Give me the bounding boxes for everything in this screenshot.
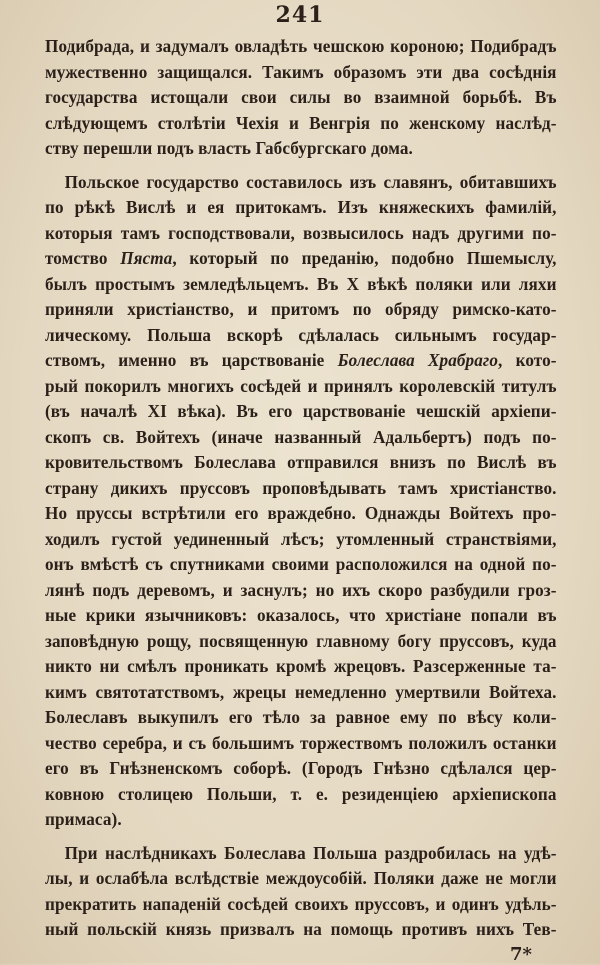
text-line: прекратить нападеній сосѣдей своихъ пруссовъ, и одинъ удѣль-	[45, 893, 557, 914]
text-line: страну дикихъ пруссовъ проповѣдывать тамъ христіанство.	[45, 477, 557, 498]
text-line: которыя тамъ господствовали, возвысилось надъ другими по-	[45, 222, 557, 243]
text-line: мужественно защищался. Такимъ образомъ эти два сосѣднія	[45, 61, 557, 82]
text-line: ству перешли подъ власть Габсбургскаго дома.	[45, 138, 413, 158]
text-line: (въ началѣ XI вѣка). Въ его царствованіе чешскій архіепи-	[45, 401, 557, 421]
text-line: приняли христіанство, и притомъ по обряду римско-като-	[45, 299, 557, 319]
text-line: Но пруссы встрѣтили его враждебно. Однажды Войтехъ про-	[45, 503, 557, 523]
page-number: 241	[275, 2, 325, 28]
page-body	[45, 34, 567, 943]
italic-name: Болеслава Храбраго	[337, 350, 499, 370]
text-line: ковною столицею Польши, т. е. резиденціею архіепископа	[45, 783, 557, 804]
paragraph-gap	[45, 162, 567, 170]
text-line: лы, и ослабѣла вслѣдствіе междоусобій. Поляки даже не могли	[45, 868, 557, 888]
text-line: ствомъ, именно въ царствованіе Болеслава Храбраго, кото-	[45, 350, 557, 370]
text-line: ный польскій князь призвалъ на помощь противъ нихъ Тев-	[45, 919, 557, 939]
text-line: чество серебра, и съ большимъ торжествомъ положилъ останки	[45, 732, 557, 753]
text-line: по рѣкѣ Вислѣ и ея притокамъ. Изъ княжескихъ фамилій,	[45, 197, 557, 217]
text-line: Болеславъ выкупилъ его тѣло за равное ему по вѣсу коли-	[45, 707, 557, 727]
paragraph	[45, 170, 567, 833]
paragraph	[45, 34, 567, 162]
text-line: томство Пяста, который по преданію, подобно Пшемыслу,	[45, 248, 557, 268]
text-line: государства истощали свои силы во взаимной борьбѣ. Въ	[45, 87, 557, 107]
text-line: Польское государство составилось изъ славянъ, обитавшихъ	[64, 171, 557, 192]
paragraph-gap	[45, 833, 567, 841]
text-line: При наслѣдникахъ Болеслава Польша раздробилась на удѣ-	[64, 842, 557, 863]
text-line: онъ вмѣстѣ съ спутниками своими расположился на одной по-	[45, 554, 557, 574]
paragraph	[45, 841, 567, 943]
text-line: кровительствомъ Болеслава отправился внизъ по Вислѣ въ	[45, 452, 557, 472]
text-line: ные крики язычниковъ: оказалось, что христіане попали въ	[45, 605, 557, 625]
italic-name: Пяста	[120, 248, 173, 268]
text-line: примаса).	[45, 809, 122, 829]
text-line: лянѣ подъ деревомъ, и заснулъ; но ихъ скоро разбудили гроз-	[45, 579, 557, 600]
text-line: заповѣдную рощу, посвященную главному богу пруссовъ, куда	[45, 630, 557, 651]
text-line: рый покорилъ многихъ сосѣдей и принялъ королевскій титулъ	[45, 375, 557, 396]
text-line: Подибрада, и задумалъ овладѣть чешскою короною; Подибрадъ	[45, 36, 557, 56]
signature-mark: 7*	[510, 944, 532, 965]
text-line: кимъ святотатствомъ, жрецы немедленно умертвили Войтеха.	[45, 681, 557, 702]
text-line: его въ Гнѣзненскомъ соборѣ. (Городъ Гнѣзно сдѣлался цер-	[45, 758, 557, 778]
text-line: скопъ св. Войтехъ (иначе названный Адальбертъ) подъ по-	[45, 426, 557, 447]
text-line: ходилъ густой уединенный лѣсъ; утомленный странствіями,	[45, 528, 557, 549]
text-line: былъ простымъ земледѣльцемъ. Въ X вѣкѣ поляки или ляхи	[45, 273, 557, 294]
text-line: слѣдующемъ столѣтіи Чехія и Венгрія по женскому наслѣд-	[45, 112, 557, 133]
text-line: никто ни смѣлъ проникать кромѣ жрецовъ. Разсерженные та-	[45, 656, 557, 676]
text-line: лическому. Польша вскорѣ сдѣлалась сильнымъ государ-	[45, 324, 557, 345]
